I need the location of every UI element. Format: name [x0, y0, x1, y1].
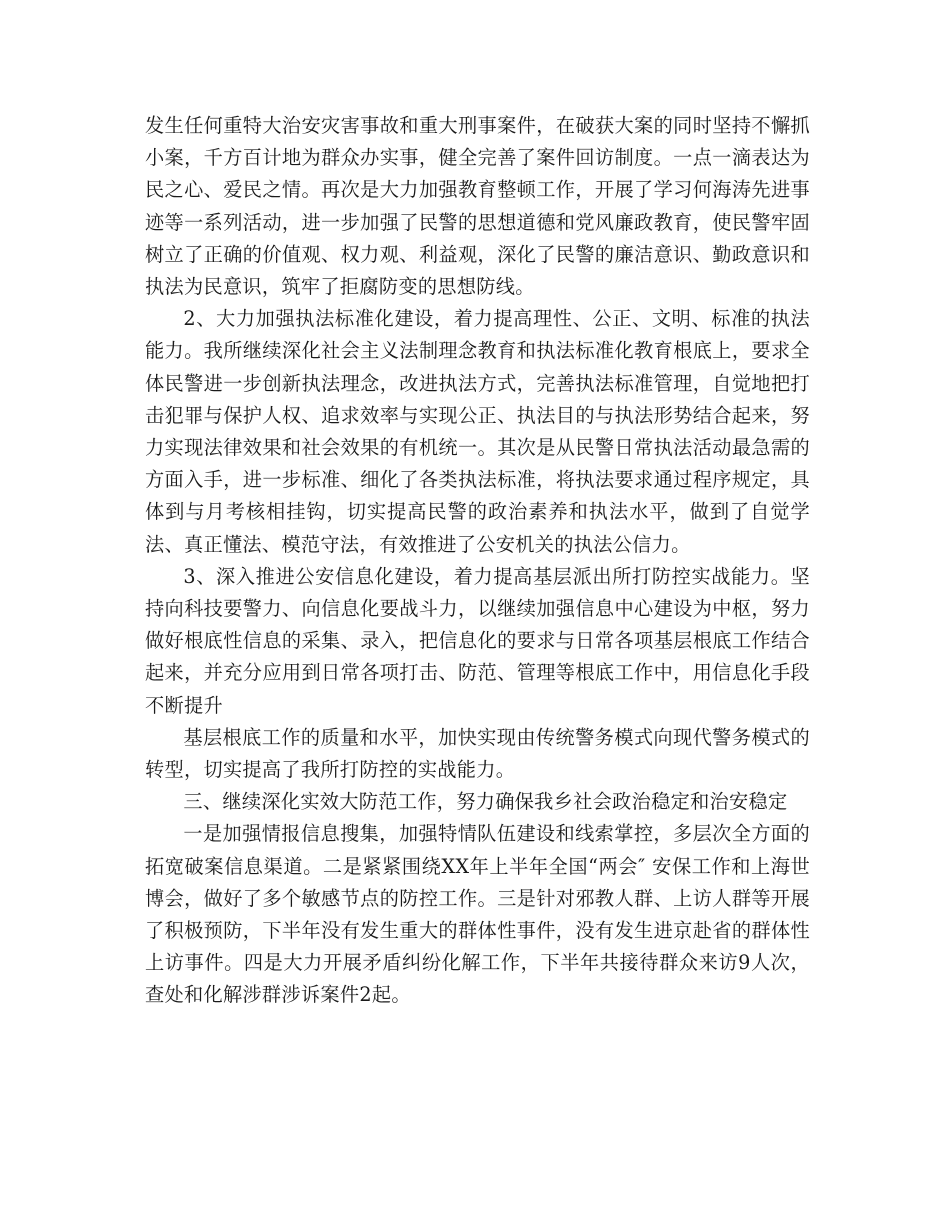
section-heading-prevention: 三、继续深化实效大防范工作，努力确保我乡社会政治稳定和治安稳定	[183, 790, 788, 814]
paragraph-informatization: 3、深入推进公安信息化建设，着力提高基层派出所打防控实战能力。坚持向科技要警力、向信息化要战斗力，以继续加强信息中心建设为中枢，努力做好根底性信息的采集、录入，把信息化的要求与日常各项基层根底工作结合起来，并充分应用到日常各项打击、防范、管理等根底工作中，用信息化手段不断提升	[145, 564, 810, 717]
paragraph-law-enforcement-standardization: 2、大力加强执法标准化建设，着力提高理性、公正、文明、标准的执法能力。我所继续深化社会主义法制理念教育和执法标准化教育根底上，要求全体民警进一步创新执法理念，改进执法方式，完善执法标准管理，自觉地把打击犯罪与保护人权、追求效率与实现公正、执法目的与执法形势结合起来，努力实现法律效果和社会效果的有机统一。其次是从民警日常执法活动最急需的方面入手，进一步标准、细化了各类执法标准，将执法要求通过程序规定，具体到与月考核相挂钩，切实提高民警的政治素养和执法水平，做到了自觉学法、真正懂法、模范守法，有效推进了公安机关的执法公信力。	[145, 307, 810, 556]
paragraph-case-work: 发生任何重特大治安灾害事故和重大刑事案件，在破获大案的同时坚持不懈抓小案，千方百计地为群众办实事，健全完善了案件回访制度。一点一滴表达为民之心、爱民之情。再次是大力加强教育整顿工作，开展了学习何海涛先进事迹等一系列活动，进一步加强了民警的思想道德和党风廉政教育，使民警牢固树立了正确的价值观、权力观、利益观，深化了民警的廉洁意识、勤政意识和执法为民意识，筑牢了拒腐防变的思想防线。	[145, 114, 810, 299]
paragraph-prevention-measures: 一是加强情报信息搜集，加强特情队伍建设和线索掌控，多层次全方面的拓宽破案信息渠道。二是紧紧围绕XX年上半年全国“两会″ 安保工作和上海世博会，做好了多个敏感节点的防控工作。三是针对邪教人群、上访人群等开展了积极预防，下半年没有发生重大的群体性事件，没有发生进京赴省的群体性上访事件。四是大力开展矛盾纠纷化解工作，下半年共接待群众来访9人次，查处和化解涉群涉诉案件2起。	[145, 822, 810, 1007]
paragraph-informatization-continued: 基层根底工作的质量和水平，加快实现由传统警务模式向现代警务模式的转型，切实提高了我所打防控的实战能力。	[145, 725, 810, 782]
document-body	[145, 110, 810, 1012]
